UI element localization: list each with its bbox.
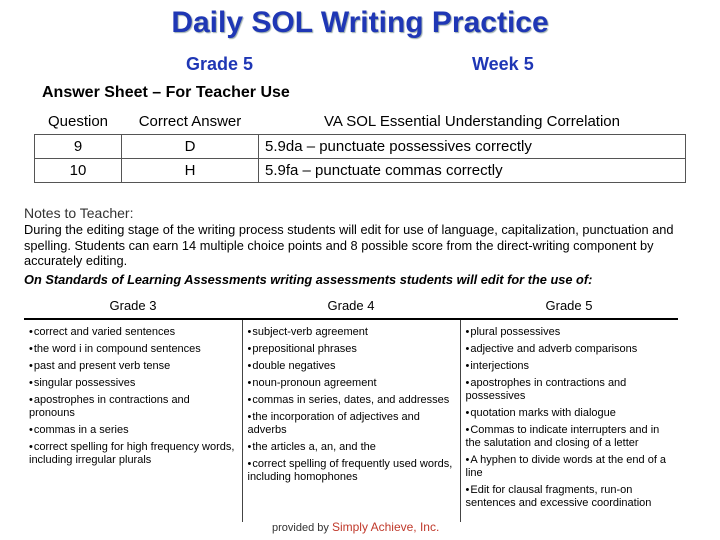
header-question: Question xyxy=(47,112,109,130)
notes-label: Notes to Teacher: xyxy=(24,205,134,221)
list-item: • the articles a, an, and the xyxy=(248,441,456,454)
list-item: • commas in series, dates, and addresses xyxy=(248,394,456,407)
grade-skills-table xyxy=(24,293,678,522)
list-item: • apostrophes in contractions and pronouns xyxy=(29,394,238,420)
list-item: • A hyphen to divide words at the end of a line xyxy=(466,454,675,480)
list-item: • prepositional phrases xyxy=(248,343,456,356)
list-item: • interjections xyxy=(466,360,675,373)
question-number: 9 xyxy=(35,135,122,159)
list-item: • commas in a series xyxy=(29,424,238,437)
answer-sheet-heading: Answer Sheet – For Teacher Use xyxy=(42,84,290,101)
answer-table xyxy=(34,108,686,183)
question-number: 10 xyxy=(35,159,122,183)
header-correct-answer: Correct Answer xyxy=(138,112,242,130)
table-row xyxy=(35,135,686,159)
notes-body: During the editing stage of the writing process students will edit for use of language, capitalization, punctuation and spelling. Students can earn 14 multiple choice points and 8 possible score from the direct-writing component by accurately editing. xyxy=(24,222,674,268)
provided-by-text: provided by xyxy=(272,522,329,534)
list-item: • past and present verb tense xyxy=(29,360,238,373)
grade-3-cell xyxy=(24,319,242,522)
list-item: • subject-verb agreement xyxy=(248,326,456,339)
brand-name: Simply Achieve, Inc. xyxy=(331,520,440,534)
correlation: 5.9da – punctuate possessives correctly xyxy=(259,135,686,159)
table-row xyxy=(35,159,686,183)
list-item: • correct spelling of frequently used words, including homophones xyxy=(248,458,456,484)
grade-label: Grade 5 xyxy=(186,54,254,74)
list-item: • apostrophes in contractions and possessives xyxy=(466,377,675,403)
list-item: • singular possessives xyxy=(29,377,238,390)
notes-emphasis: On Standards of Learning Assessments writing assessments students will edit for the use of: xyxy=(24,272,593,287)
list-item: • correct and varied sentences xyxy=(29,326,238,339)
list-item: • the word i in compound sentences xyxy=(29,343,238,356)
grade-5-list xyxy=(466,326,675,510)
list-item: • Edit for clausal fragments, run-on sentences and excessive coordination xyxy=(466,484,675,510)
correct-answer: H xyxy=(122,159,259,183)
correct-answer: D xyxy=(122,135,259,159)
footer-credit xyxy=(272,520,439,534)
header-grade-5: Grade 5 xyxy=(460,293,678,319)
list-item: • plural possessives xyxy=(466,326,675,339)
grade-lists-row xyxy=(24,319,678,522)
grade-4-cell xyxy=(242,319,460,522)
correlation: 5.9fa – punctuate commas correctly xyxy=(259,159,686,183)
grade-5-cell xyxy=(460,319,678,522)
header-grade-3: Grade 3 xyxy=(24,293,242,319)
grade-header-row xyxy=(24,293,678,319)
list-item: • adjective and adverb comparisons xyxy=(466,343,675,356)
grade-4-list xyxy=(248,326,456,484)
header-correlation: VA SOL Essential Understanding Correlation xyxy=(324,112,620,130)
page-title: Daily SOL Writing Practice xyxy=(171,6,549,39)
week-label: Week 5 xyxy=(472,54,534,74)
list-item: • noun-pronoun agreement xyxy=(248,377,456,390)
header-grade-4: Grade 4 xyxy=(242,293,460,319)
list-item: • correct spelling for high frequency words, including irregular plurals xyxy=(29,441,238,467)
list-item: • Commas to indicate interrupters and in the salutation and closing of a letter xyxy=(466,424,675,450)
answer-table-header xyxy=(35,108,686,135)
list-item: • double negatives xyxy=(248,360,456,373)
list-item: • quotation marks with dialogue xyxy=(466,407,675,420)
list-item: • the incorporation of adjectives and adverbs xyxy=(248,411,456,437)
grade-3-list xyxy=(29,326,238,467)
